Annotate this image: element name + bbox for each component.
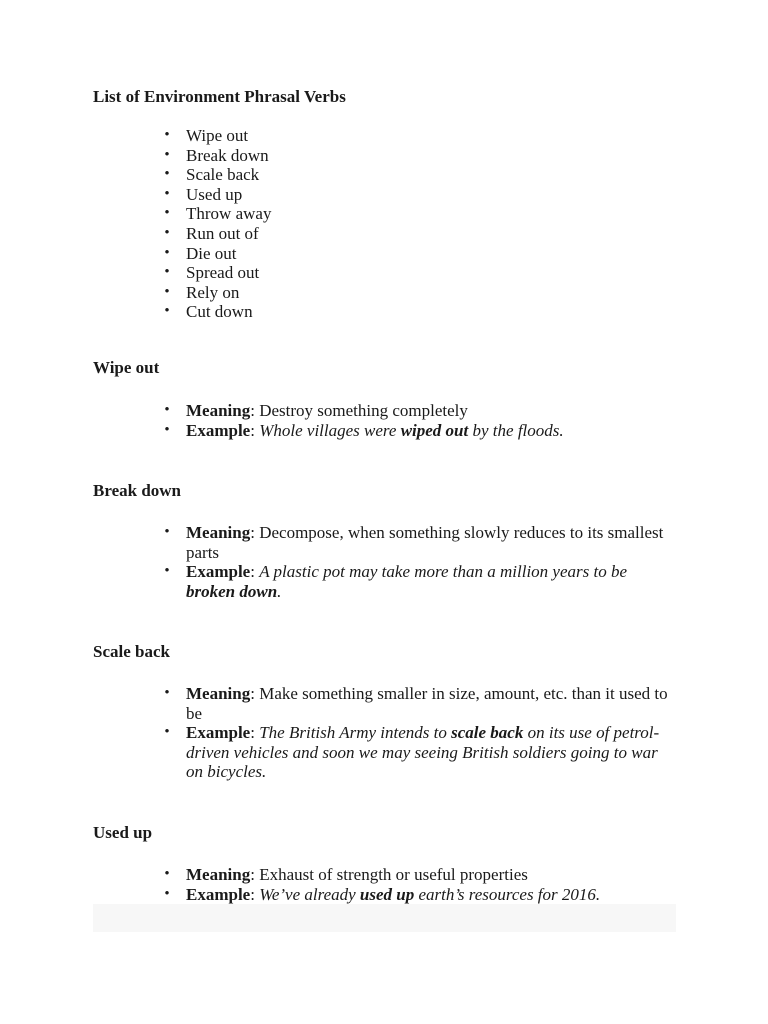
example-phrasal-verb: used up: [359, 884, 415, 904]
page-footer-shade: [93, 904, 676, 932]
meaning-text: Make something smaller in size, amount, etc. than it used to be: [186, 684, 668, 723]
list-item: [164, 126, 676, 146]
separator: :: [250, 684, 260, 703]
bullet-icon: •: [164, 244, 170, 261]
definition-list-break-down: [162, 523, 676, 601]
meaning-item: [164, 401, 676, 421]
list-item: [164, 184, 676, 205]
list-item: [164, 302, 676, 322]
separator: :: [250, 562, 260, 582]
example-text: [259, 421, 563, 440]
bullet-icon: •: [164, 866, 170, 882]
list-item: [164, 243, 676, 264]
meaning-text: Exhaust of strength or useful properties: [259, 865, 528, 884]
example-item: [164, 884, 676, 905]
example-label: Example: [186, 562, 251, 582]
section-heading-break-down: Break down: [93, 481, 182, 500]
example-item: [164, 723, 676, 782]
bullet-icon: •: [164, 264, 170, 281]
example-pre: The British Army intends to: [259, 723, 452, 743]
phrasal-verb-list: [162, 126, 676, 322]
definition-list-scale-back: [162, 684, 676, 782]
meaning-item: [164, 523, 676, 562]
separator: :: [250, 523, 260, 542]
separator: :: [250, 723, 260, 743]
example-phrasal-verb: scale back: [451, 723, 524, 743]
meaning-text: Decompose, when something slowly reduces to its smallest parts: [186, 523, 664, 562]
bullet-icon: •: [164, 402, 170, 418]
list-item: [164, 223, 676, 244]
example-text: [259, 885, 600, 904]
separator: :: [250, 865, 260, 884]
list-item: [164, 282, 676, 303]
example-label: Example: [186, 420, 251, 440]
definition-list-wipe-out: [162, 401, 676, 440]
separator: :: [250, 401, 260, 420]
example-post: .: [277, 581, 282, 601]
bullet-icon: •: [164, 127, 170, 143]
example-post: on its use of petrol-driven vehicles and soon we may seeing British soldiers going to war on bicycles.: [186, 723, 660, 782]
example-phrasal-verb: wiped out: [400, 420, 469, 440]
verb-text: Throw away: [186, 204, 272, 224]
verb-text: Wipe out: [186, 126, 249, 145]
example-post: earth’s resources for 2016.: [414, 884, 601, 904]
verb-text: Run out of: [186, 223, 259, 243]
meaning-text: Destroy something completely: [259, 401, 468, 420]
verb-text: Scale back: [186, 165, 260, 185]
list-item: [164, 204, 676, 224]
example-label: Example: [186, 884, 251, 904]
bullet-icon: •: [164, 303, 170, 320]
bullet-icon: •: [164, 185, 170, 202]
example-item: [164, 420, 676, 441]
separator: :: [250, 420, 260, 440]
example-pre: A plastic pot may take more than a million years to be: [259, 562, 628, 582]
definition-list-used-up: [162, 865, 676, 904]
separator: :: [250, 884, 260, 904]
example-label: Example: [186, 723, 251, 743]
bullet-icon: •: [164, 224, 170, 241]
bullet-icon: •: [164, 685, 170, 701]
list-item: [164, 263, 676, 283]
meaning-label: Meaning: [186, 684, 251, 703]
example-post: by the floods.: [468, 420, 564, 440]
list-item: [164, 145, 676, 166]
meaning-label: Meaning: [186, 865, 251, 884]
bullet-icon: •: [164, 421, 170, 438]
example-pre: Whole villages were: [259, 420, 401, 440]
verb-text: Used up: [186, 184, 243, 204]
section-heading-scale-back: Scale back: [93, 642, 170, 661]
section-heading-used-up: Used up: [93, 823, 153, 842]
document-title: List of Environment Phrasal Verbs: [93, 87, 346, 106]
bullet-icon: •: [164, 283, 170, 300]
example-pre: We’ve already: [259, 884, 360, 904]
bullet-icon: •: [164, 166, 170, 183]
verb-text: Cut down: [186, 302, 253, 322]
example-phrasal-verb: broken down: [186, 581, 278, 601]
meaning-item: [164, 865, 676, 885]
verb-text: Spread out: [186, 263, 260, 283]
bullet-icon: •: [164, 524, 170, 540]
bullet-icon: •: [164, 205, 170, 222]
verb-text: Rely on: [186, 282, 240, 302]
verb-text: Die out: [186, 243, 237, 263]
bullet-icon: •: [164, 885, 170, 902]
bullet-icon: •: [164, 563, 170, 580]
section-heading-wipe-out: Wipe out: [93, 358, 160, 377]
bullet-icon: •: [164, 146, 170, 163]
verb-text: Break down: [186, 145, 269, 165]
meaning-label: Meaning: [186, 401, 251, 420]
list-item: [164, 165, 676, 185]
bullet-icon: •: [164, 724, 170, 741]
example-item: [164, 562, 676, 601]
meaning-item: [164, 684, 676, 723]
meaning-label: Meaning: [186, 523, 251, 542]
